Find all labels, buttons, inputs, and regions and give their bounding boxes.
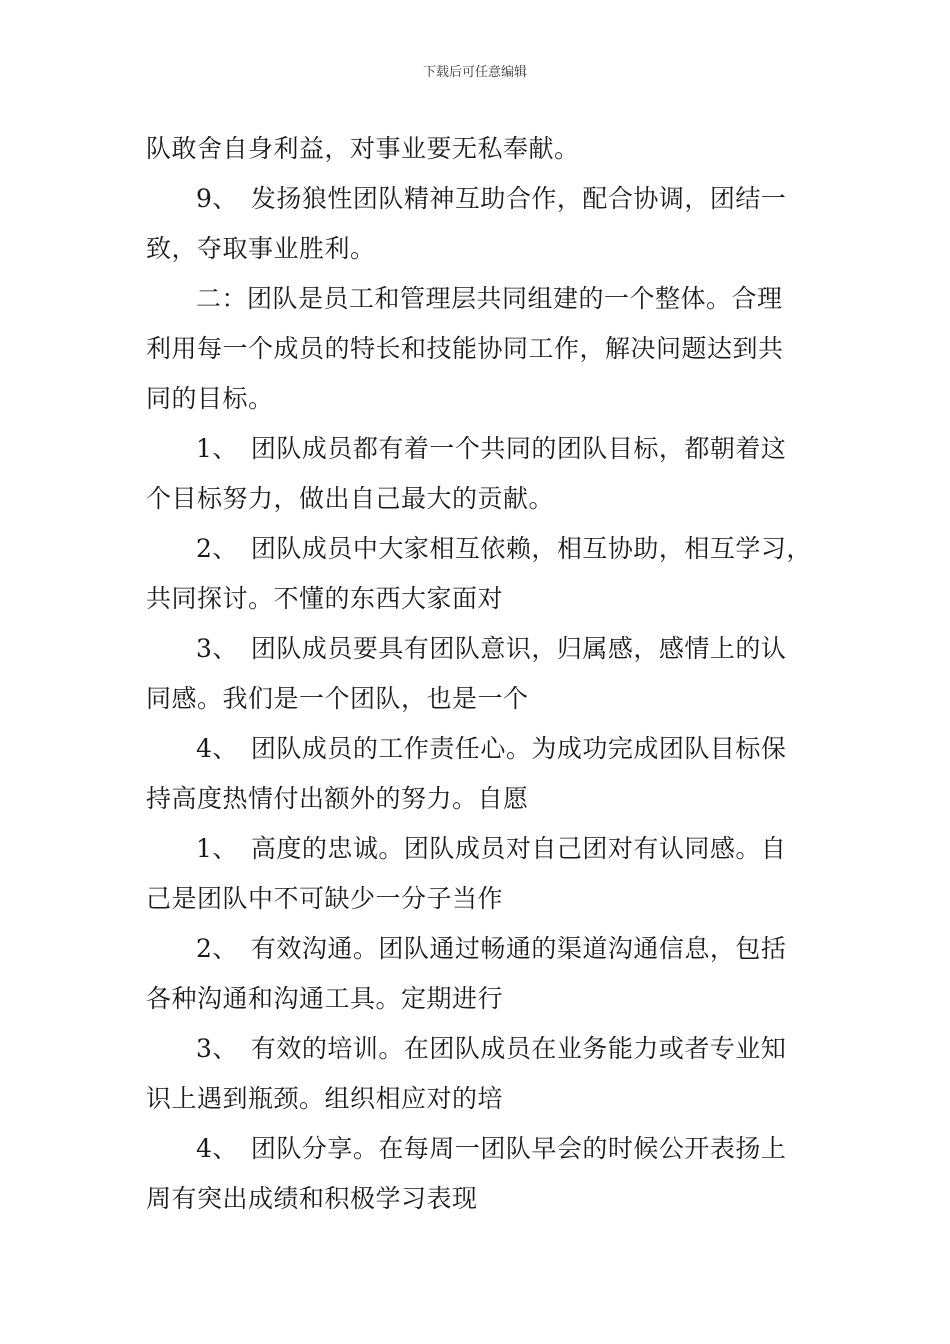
text-line: 利用每一个成员的特长和技能协同工作，解决问题达到共 bbox=[146, 334, 784, 363]
text-line-item-2: 2、 有效沟通。团队通过畅通的渠道沟通信息，包括 bbox=[196, 934, 787, 963]
text-line-item-1: 1、 高度的忠诚。团队成员对自己团对有认同感。自 bbox=[196, 834, 787, 863]
section-heading-2: 二：团队是员工和管理层共同组建的一个整体。合理 bbox=[196, 284, 783, 313]
text-line: 同的目标。 bbox=[146, 384, 274, 413]
text-line-item-4: 4、 团队成员的工作责任心。为成功完成团队目标保 bbox=[196, 734, 787, 763]
page-header: 下载后可任意编辑 bbox=[422, 65, 527, 80]
text-line: 己是团队中不可缺少一分子当作 bbox=[146, 884, 504, 913]
text-line-item-1: 1、 团队成员都有着一个共同的团队目标，都朝着这 bbox=[196, 434, 787, 463]
text-line: 各种沟通和沟通工具。定期进行 bbox=[146, 984, 504, 1013]
text-line: 同感。我们是一个团队，也是一个 bbox=[146, 684, 529, 713]
text-line: 共同探讨。不懂的东西大家面对 bbox=[146, 584, 504, 613]
text-line: 识上遇到瓶颈。组织相应对的培 bbox=[146, 1084, 504, 1113]
text-line-item-2: 2、 团队成员中大家相互依赖，相互协助，相互学习， bbox=[196, 534, 812, 563]
document-body bbox=[146, 124, 826, 1224]
text-line-item-4: 4、 团队分享。在每周一团队早会的时候公开表扬上 bbox=[196, 1134, 787, 1163]
text-line: 致，夺取事业胜利。 bbox=[146, 234, 376, 263]
text-line-item-3: 3、 团队成员要具有团队意识，归属感，感情上的认 bbox=[196, 634, 787, 663]
text-line-item-9: 9、 发扬狼性团队精神互助合作，配合协调，团结一 bbox=[196, 184, 787, 213]
text-line-item-3: 3、 有效的培训。在团队成员在业务能力或者专业知 bbox=[196, 1034, 787, 1063]
text-line: 队敢舍自身利益，对事业要无私奉献。 bbox=[146, 134, 580, 163]
text-line: 持高度热情付出额外的努力。自愿 bbox=[146, 784, 529, 813]
text-line: 个目标努力，做出自己最大的贡献。 bbox=[146, 484, 555, 513]
text-line: 周有突出成绩和积极学习表现 bbox=[146, 1184, 478, 1213]
